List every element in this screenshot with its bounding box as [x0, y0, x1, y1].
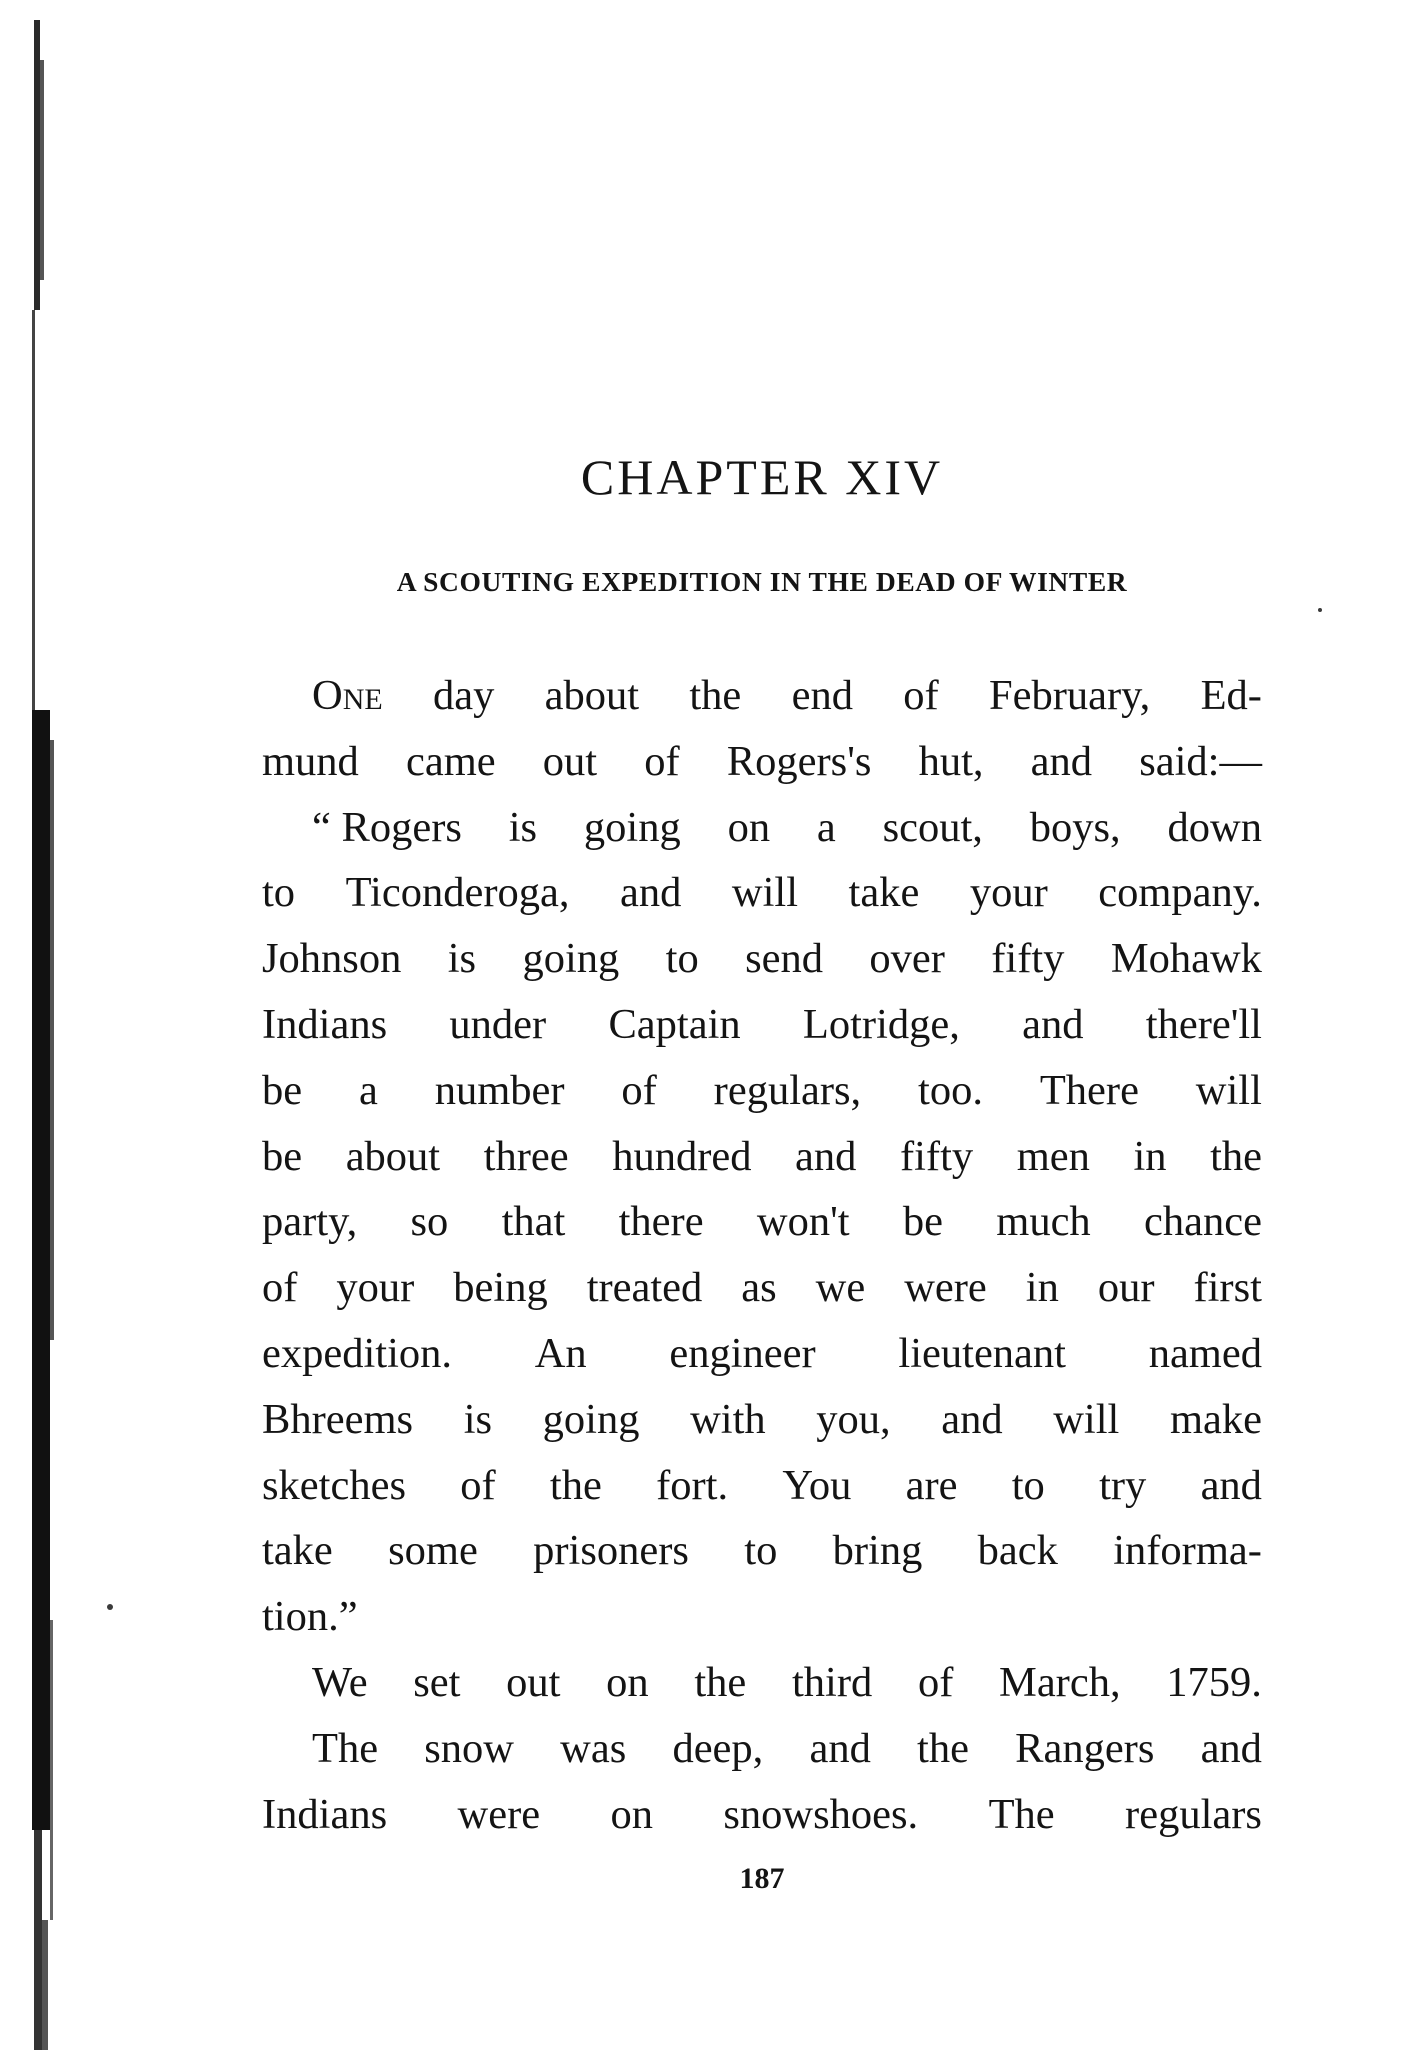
- word: fort.: [656, 1461, 729, 1509]
- word: Captain: [608, 1000, 741, 1048]
- text-line: [262, 1453, 1262, 1519]
- word: so: [410, 1198, 449, 1246]
- word: men: [1016, 1132, 1090, 1180]
- word: of: [460, 1461, 496, 1509]
- word: we: [815, 1264, 866, 1312]
- word: and: [795, 1132, 857, 1180]
- word: Indians: [262, 1000, 388, 1048]
- word: in: [1133, 1132, 1167, 1180]
- word: and: [1022, 1000, 1084, 1048]
- word: Indians: [262, 1790, 388, 1838]
- text-line: [262, 1782, 1262, 1848]
- word: the: [689, 672, 742, 719]
- word: being: [453, 1264, 548, 1312]
- word: February,: [988, 672, 1151, 719]
- word: won't: [756, 1198, 850, 1246]
- word: three: [483, 1132, 569, 1180]
- word: with: [690, 1395, 766, 1443]
- word: scout,: [882, 803, 983, 851]
- word: be: [262, 1132, 303, 1180]
- word: going: [542, 1395, 640, 1443]
- word: be: [262, 1066, 303, 1114]
- word: lieutenant: [898, 1329, 1066, 1377]
- word: there'll: [1145, 1000, 1262, 1048]
- body-text: [262, 663, 1262, 1847]
- word: The: [312, 1724, 379, 1772]
- text-line: [262, 1321, 1262, 1387]
- word: snow: [424, 1724, 514, 1772]
- word: Mohawk: [1110, 935, 1262, 983]
- word: the: [549, 1461, 602, 1509]
- word: We: [312, 1658, 368, 1706]
- word: and: [809, 1724, 871, 1772]
- word: and: [1030, 737, 1093, 785]
- word: you,: [816, 1395, 891, 1443]
- chapter-title: CHAPTER XIV: [580, 449, 944, 505]
- word: your: [336, 1264, 415, 1312]
- word: informa-: [1113, 1527, 1262, 1575]
- word: regulars,: [713, 1066, 862, 1114]
- word: a: [358, 1066, 378, 1114]
- word: hut,: [918, 737, 984, 785]
- scan-binding-edge: [28, 20, 68, 2050]
- word: will: [731, 869, 799, 917]
- word: and: [1200, 1724, 1262, 1772]
- text-line: [262, 1716, 1262, 1782]
- word: fifty: [991, 935, 1065, 983]
- word: party,: [262, 1198, 358, 1246]
- word: expedition.: [262, 1329, 453, 1377]
- word: try: [1099, 1461, 1147, 1509]
- word: the: [1210, 1132, 1262, 1180]
- word: and: [941, 1395, 1003, 1443]
- text-line: [262, 1584, 1262, 1650]
- text-line: [262, 1058, 1262, 1124]
- word: are: [905, 1461, 958, 1509]
- word: on: [610, 1790, 653, 1838]
- word: some: [388, 1527, 478, 1575]
- word: Johnson: [262, 935, 402, 983]
- word: treated: [586, 1264, 703, 1312]
- word: company.: [1098, 869, 1262, 917]
- word: and: [620, 869, 682, 917]
- word: Bhreems: [262, 1395, 414, 1443]
- word: much: [996, 1198, 1091, 1246]
- word: of: [262, 1264, 298, 1312]
- word: third: [791, 1658, 873, 1706]
- word: bring: [832, 1527, 923, 1575]
- word: An: [534, 1329, 587, 1377]
- scan-speck: [1318, 608, 1322, 612]
- word: about: [544, 672, 640, 719]
- word: were: [904, 1264, 987, 1312]
- word: too.: [918, 1066, 983, 1114]
- word: will: [1195, 1066, 1262, 1114]
- word: your: [969, 869, 1048, 917]
- word: as: [741, 1264, 777, 1312]
- word: out: [506, 1658, 561, 1706]
- word: the: [694, 1658, 747, 1706]
- word: hundred: [612, 1132, 752, 1180]
- word: of: [644, 737, 680, 785]
- word: is: [447, 935, 477, 983]
- word: Ed-: [1200, 672, 1262, 719]
- word: mund: [262, 737, 359, 785]
- word: end: [791, 672, 853, 719]
- text-line: [262, 1124, 1262, 1190]
- word: to: [1011, 1461, 1045, 1509]
- word: boys,: [1029, 803, 1121, 851]
- word: to: [665, 935, 699, 983]
- text-line: [262, 860, 1262, 926]
- word: was: [560, 1724, 627, 1772]
- word: of: [621, 1066, 657, 1114]
- text-line: [262, 1189, 1262, 1255]
- page-number: 187: [739, 1862, 785, 1895]
- word: There: [1039, 1066, 1139, 1114]
- word: snowshoes.: [723, 1790, 919, 1838]
- book-page: [262, 0, 1262, 2053]
- word: named: [1148, 1329, 1262, 1377]
- word: set: [413, 1658, 461, 1706]
- scan-speck: [107, 1604, 113, 1610]
- word: March,: [999, 1658, 1121, 1706]
- word: and: [1200, 1461, 1262, 1509]
- word: take: [262, 1527, 333, 1575]
- word: day: [432, 672, 495, 719]
- word: that: [501, 1198, 566, 1246]
- word: our: [1097, 1264, 1155, 1312]
- chapter-subtitle: A SCOUTING EXPEDITION IN THE DEAD OF WINTER: [396, 566, 1128, 597]
- word: on: [727, 803, 771, 851]
- word: prisoners: [533, 1527, 689, 1575]
- word: Rogers's: [726, 737, 872, 785]
- word: were: [457, 1790, 541, 1838]
- word: of: [903, 672, 939, 719]
- word: will: [1053, 1395, 1120, 1443]
- word: tion.”: [262, 1593, 358, 1641]
- word: back: [977, 1527, 1058, 1575]
- word: deep,: [672, 1724, 764, 1772]
- word: You: [782, 1461, 852, 1509]
- text-line: [262, 663, 1262, 729]
- text-line: [262, 795, 1262, 861]
- word: One: [312, 672, 383, 719]
- word: first: [1193, 1264, 1262, 1312]
- word: chance: [1143, 1198, 1262, 1246]
- text-line: [262, 1255, 1262, 1321]
- word: there: [618, 1198, 704, 1246]
- word: in: [1025, 1264, 1059, 1312]
- word: “ Rogers: [312, 803, 462, 851]
- word: the: [917, 1724, 969, 1772]
- word: came: [405, 737, 496, 785]
- word: take: [848, 869, 920, 917]
- text-line: [262, 992, 1262, 1058]
- word: on: [606, 1658, 649, 1706]
- word: under: [449, 1000, 547, 1048]
- word: down: [1167, 803, 1262, 851]
- word: is: [508, 803, 538, 851]
- text-line: [262, 729, 1262, 795]
- word: to: [262, 869, 296, 917]
- word: is: [463, 1395, 493, 1443]
- word: Lotridge,: [802, 1000, 960, 1048]
- text-line: [262, 926, 1262, 992]
- word: a: [816, 803, 836, 851]
- word: out: [542, 737, 598, 785]
- word: to: [744, 1527, 778, 1575]
- word: Ticonderoga,: [345, 869, 570, 917]
- word: regulars: [1125, 1790, 1262, 1838]
- word: about: [345, 1132, 441, 1180]
- text-line: [262, 1650, 1262, 1716]
- word: number: [434, 1066, 565, 1114]
- word: make: [1169, 1395, 1262, 1443]
- word: send: [745, 935, 823, 983]
- word: The: [988, 1790, 1055, 1838]
- word: going: [583, 803, 681, 851]
- text-line: [262, 1387, 1262, 1453]
- word: Rangers: [1015, 1724, 1155, 1772]
- word: over: [869, 935, 945, 983]
- text-line: [262, 1518, 1262, 1584]
- word: of: [917, 1658, 954, 1706]
- word: going: [522, 935, 620, 983]
- word: sketches: [262, 1461, 406, 1509]
- word: 1759.: [1166, 1658, 1262, 1706]
- word: engineer: [669, 1329, 816, 1377]
- word: be: [902, 1198, 943, 1246]
- word: fifty: [899, 1132, 974, 1180]
- word: said:—: [1139, 737, 1262, 785]
